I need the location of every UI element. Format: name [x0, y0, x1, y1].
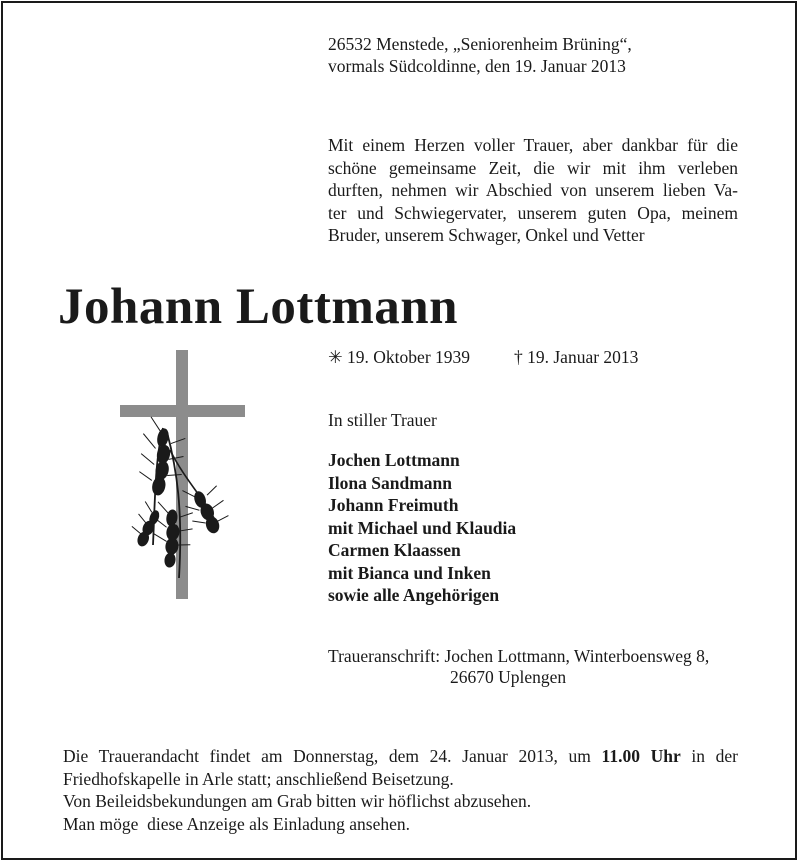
- mourner-name: mit Michael und Klaudia: [328, 517, 517, 538]
- intro-line: Bruder, unserem Schwager, Onkel und Vetter: [328, 225, 645, 245]
- invitation-note: Man möge diese Anzeige als Einladung ansehen.: [63, 813, 410, 834]
- death-date: 19. Januar 2013: [527, 347, 639, 367]
- intro-line: Mit einem Herzen voller Trauer, aber dankbar für die: [328, 135, 738, 155]
- service-time: 11.00 Uhr: [601, 746, 681, 766]
- birth-star-icon: ✳: [328, 347, 343, 367]
- service-line-2: Friedhofskapelle in Arle statt; anschließend Beisetzung.: [63, 768, 454, 789]
- mourner-name: Carmen Klaassen: [328, 540, 461, 560]
- service-line-1: [63, 745, 738, 768]
- condolence-note: Von Beileidsbekundungen am Grab bitten wir höflichst abzusehen.: [63, 791, 532, 811]
- place-date-line-2: vormals Südcoldinne, den 19. Januar 2013: [328, 56, 626, 76]
- deceased-name: Johann Lottmann: [58, 279, 459, 335]
- birth-date: 19. Oktober 1939: [347, 347, 471, 367]
- mourning-heading: In stiller Trauer: [328, 410, 437, 430]
- death-dagger-icon: †: [514, 347, 523, 367]
- place-date-line-1: 26532 Menstede, „Seniorenheim Brüning“,: [328, 34, 632, 54]
- funeral-address-line-1: Traueranschrift: Jochen Lottmann, Winterboensweg 8,: [328, 646, 710, 666]
- death-dates: [514, 346, 638, 369]
- mourners-list: [328, 449, 516, 607]
- intro-line: durften, nehmen wir Abschied von unserem lieben Va-: [328, 180, 738, 200]
- funeral-address-line-2: 26670 Uplengen: [450, 667, 567, 687]
- mourner-name: Ilona Sandmann: [328, 472, 453, 493]
- life-dates: [328, 346, 470, 369]
- mourner-name: Jochen Lottmann: [328, 450, 460, 470]
- intro-paragraph: [328, 134, 738, 247]
- intro-line: schöne gemeinsame Zeit, die wir mit ihm verleben: [328, 157, 738, 178]
- mourner-name: mit Bianca und Inken: [328, 562, 491, 583]
- mourner-name: Johann Freimuth: [328, 495, 459, 515]
- cross-with-wheat-icon: [115, 350, 255, 607]
- service-line-1-text: Die Trauerandacht findet am Donnerstag, dem 24. Januar 2013, um: [63, 746, 591, 766]
- service-info: [63, 745, 738, 835]
- intro-line: ter und Schwiegervater, unserem guten Opa, meinem: [328, 202, 738, 223]
- service-line-1-end: in der: [691, 746, 738, 766]
- mourner-name: sowie alle Angehörigen: [328, 585, 500, 605]
